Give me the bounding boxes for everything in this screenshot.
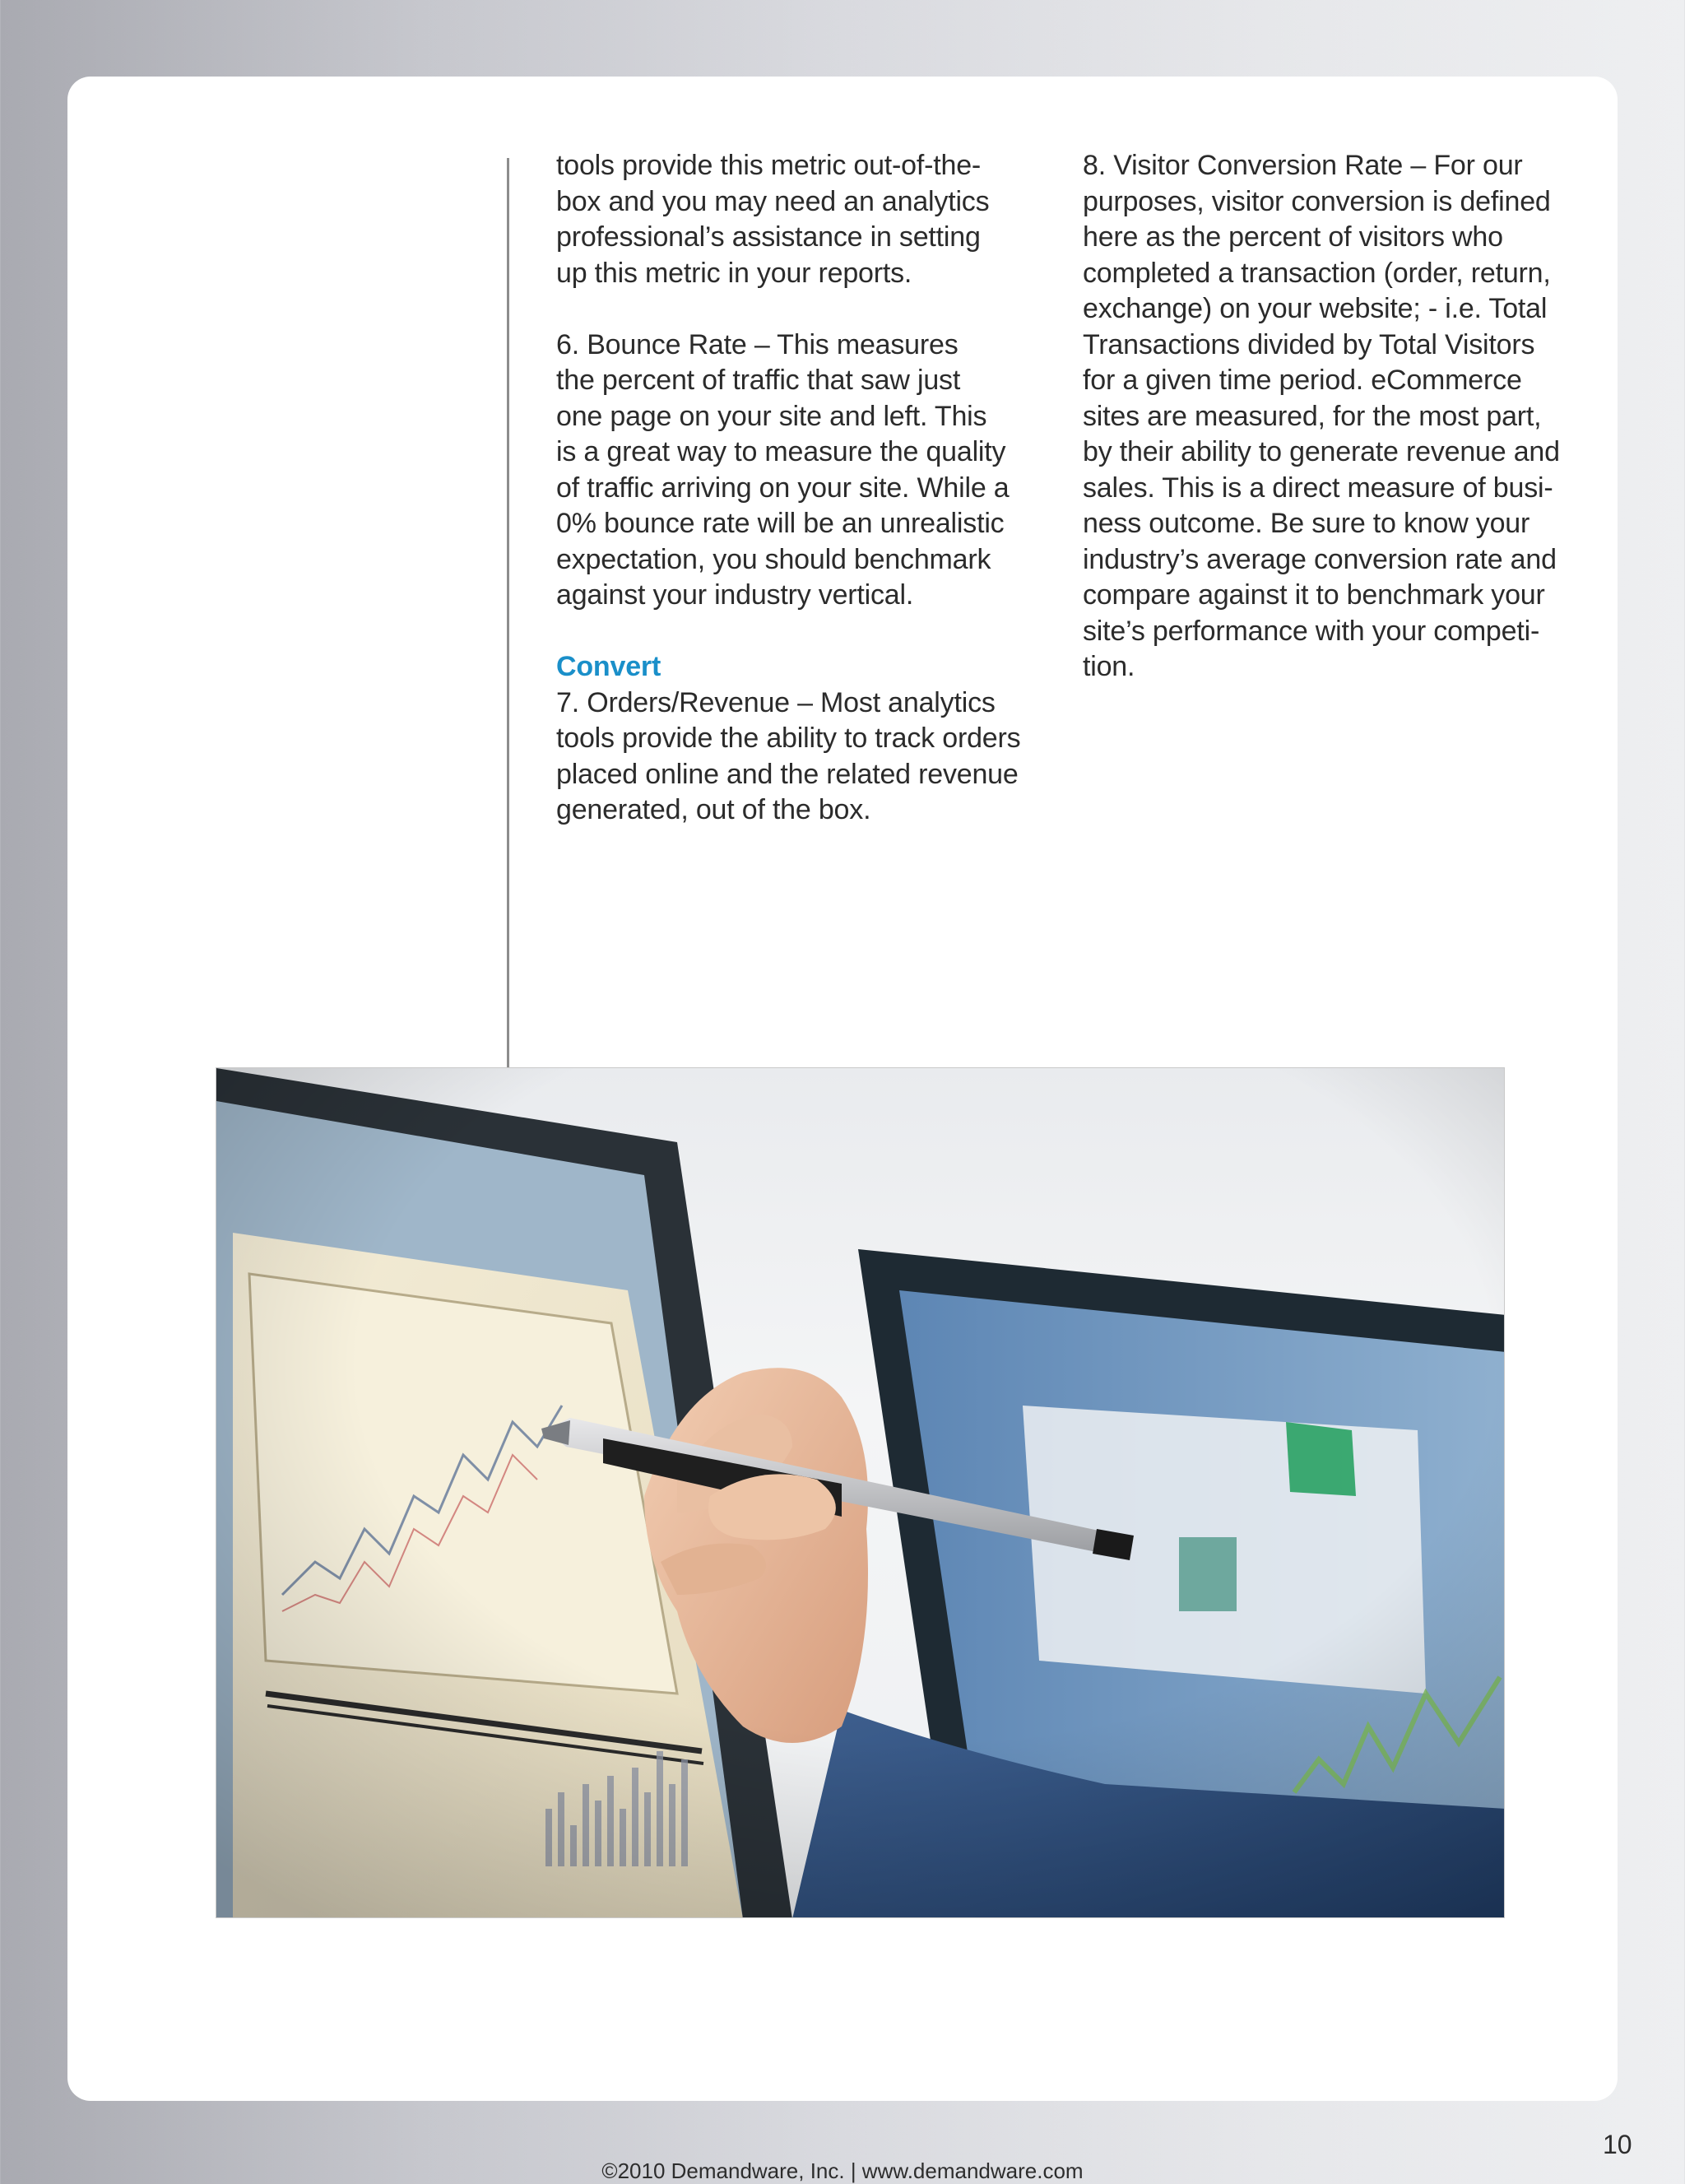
paragraph-tools-metric: tools provide this metric out-of-the- box and you may need an analytics professional’s assistance in setting up this metric in your reports.	[556, 150, 990, 289]
section-heading-convert: Convert	[556, 651, 661, 682]
right-column	[1083, 148, 1568, 685]
monitor-photo-illustration	[216, 1068, 1505, 1918]
photo-hand-pen-monitors	[216, 1067, 1505, 1918]
column-divider	[507, 158, 509, 1067]
page-number: 10	[1603, 2130, 1632, 2159]
paragraph-visitor-conversion: 8. Visitor Conversion Rate – For our purposes, visitor conversion is defined here as the percent of visitors who completed a transaction (order, return, exchange) on your website; - i.e. Total Transactions divided by Total Visitors for a given time period. eCommerce sites are measured, for the most part, by their ability to generate revenue and sales. This is a direct measure of busi- ness outcome. Be sure to know your industry’s average conversion rate and compare against it to benchmark your site’s performance with your competi- tion.	[1083, 150, 1560, 682]
left-column	[556, 148, 1042, 829]
paragraph-orders-revenue: 7. Orders/Revenue – Most analytics tools provide the ability to track orders placed online and the related revenue generated, out of the box.	[556, 686, 1021, 825]
footer-copyright: ©2010 Demandware, Inc. | www.demandware.com	[601, 2158, 1084, 2183]
paragraph-bounce-rate: 6. Bounce Rate – This measures the percent of traffic that saw just one page on your site and left. This is a great way to measure the quality of traffic arriving on your site. While a 0% bounce rate will be an unrealistic expectation, you should benchmark against your industry vertical.	[556, 328, 1010, 611]
